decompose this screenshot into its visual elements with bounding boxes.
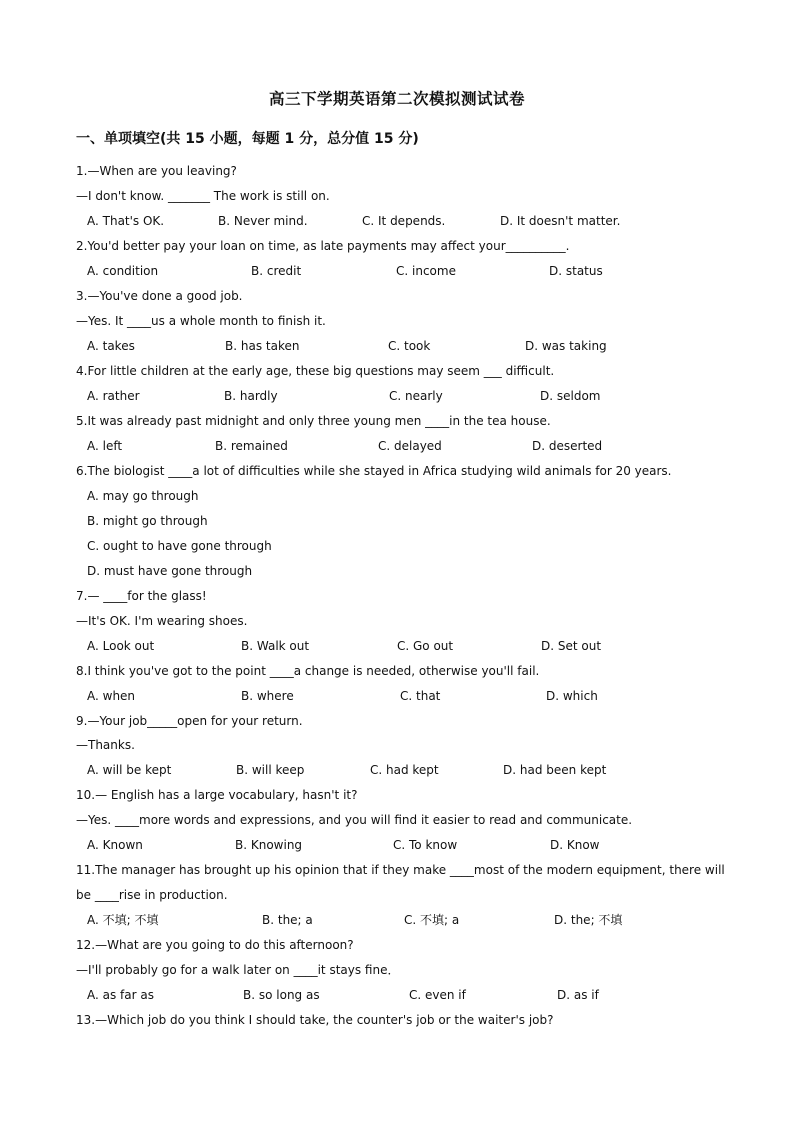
question-12-option-b: B. so long as — [243, 988, 320, 1002]
question-12-stem: 12.—What are you going to do this afternoon? — [76, 938, 354, 952]
page-title: 高三下学期英语第二次模拟测试试卷 — [268, 90, 525, 108]
question-1-stem: 1.—When are you leaving? — [76, 164, 237, 178]
question-12-option-d: D. as if — [557, 988, 599, 1002]
question-1-option-b: B. Never mind. — [218, 214, 308, 228]
question-9-stem-line2: —Thanks. — [76, 738, 135, 752]
question-1-option-c: C. It depends. — [362, 214, 446, 228]
question-1-option-d: D. It doesn't matter. — [500, 214, 621, 228]
question-12-option-c: C. even if — [409, 988, 466, 1002]
question-12-stem-line2: —I'll probably go for a walk later on ____it stays fine． — [76, 963, 400, 977]
question-3-stem: 3.—You've done a good job. — [76, 289, 243, 303]
question-9-stem: 9.—Your job_____open for your return. — [76, 714, 303, 728]
question-3-option-d: D. was taking — [525, 339, 607, 353]
question-4-option-b: B. hardly — [224, 389, 278, 403]
question-6-option-c: C. ought to have gone through — [87, 539, 272, 553]
question-10-option-d: D. Know — [550, 838, 600, 852]
question-8-option-a: A. when — [87, 689, 136, 703]
question-7-option-b: B. Walk out — [241, 639, 310, 653]
question-4-option-c: C. nearly — [389, 389, 443, 403]
question-10-option-b: B. Knowing — [235, 838, 303, 852]
question-8-option-d: D. which — [546, 689, 598, 703]
question-13-stem: 13.—Which job do you think I should take, the counter's job or the waiter's job? — [76, 1013, 554, 1027]
question-2-option-a: A. condition — [87, 264, 159, 278]
question-4-stem: 4.For little children at the early age, these big questions may seem ___ difficult. — [76, 364, 555, 378]
question-5-option-d: D. deserted — [532, 439, 603, 453]
question-3-option-b: B. has taken — [225, 339, 300, 353]
question-4-option-a: A. rather — [87, 389, 140, 403]
question-8-stem: 8.I think you've got to the point ____a change is needed, otherwise you'll fail. — [76, 664, 540, 678]
question-5-stem: 5.It was already past midnight and only three young men ____in the tea house. — [76, 414, 551, 428]
question-3-option-a: A. takes — [87, 339, 135, 353]
question-7-stem-line2: —It's OK. I'm wearing shoes. — [76, 614, 248, 628]
question-4-option-d: D. seldom — [540, 389, 601, 403]
question-6-option-a: A. may go through — [87, 489, 199, 503]
question-10-option-c: C. To know — [393, 838, 458, 852]
question-10-option-a: A. Known — [87, 838, 143, 852]
question-2-option-d: D. status — [549, 264, 603, 278]
question-11-stem-line2: be ____rise in production. — [76, 888, 228, 902]
question-10-stem-line2: —Yes. ____more words and expressions, and you will find it easier to read and communicate. — [76, 813, 633, 827]
question-7-stem: 7.— ____for the glass! — [76, 589, 207, 603]
question-5-option-b: B. remained — [215, 439, 288, 453]
question-3-stem-line2: —Yes. It ____us a whole month to finish it. — [76, 314, 326, 328]
question-9-option-a: A. will be kept — [87, 763, 172, 777]
question-9-option-c: C. had kept — [370, 763, 439, 777]
question-11-option-b: B. the; a — [262, 913, 313, 927]
question-10-stem: 10.— English has a large vocabulary, hasn't it? — [76, 788, 358, 802]
section-heading: 一、单项填空(共 15 小题，每题 1 分，总分值 15 分) — [76, 131, 419, 147]
question-1-stem-line2: —I don't know. _______ The work is still on. — [76, 189, 330, 203]
question-11-option-c: C. 不填; a — [404, 913, 460, 927]
question-11-option-a: A. 不填; 不填 — [87, 913, 159, 927]
question-6-stem: 6.The biologist ____a lot of difficulties while she stayed in Africa studying wild animals for 20 years. — [76, 464, 672, 478]
question-12-option-a: A. as far as — [87, 988, 154, 1002]
question-7-option-d: D. Set out — [541, 639, 602, 653]
question-5-option-c: C. delayed — [378, 439, 442, 453]
question-7-option-c: C. Go out — [397, 639, 454, 653]
question-5-option-a: A. left — [87, 439, 123, 453]
question-9-option-d: D. had been kept — [503, 763, 607, 777]
question-3-option-c: C. took — [388, 339, 431, 353]
question-11-stem: 11.The manager has brought up his opinion that if they make ____most of the modern equipment, there will — [76, 863, 725, 877]
question-8-option-b: B. where — [241, 689, 294, 703]
question-7-option-a: A. Look out — [87, 639, 155, 653]
question-11-option-d: D. the; 不填 — [554, 913, 623, 927]
question-8-option-c: C. that — [400, 689, 441, 703]
question-9-option-b: B. will keep — [236, 763, 305, 777]
question-2-stem: 2.You'd better pay your loan on time, as late payments may affect your__________. — [76, 239, 570, 253]
question-2-option-c: C. income — [396, 264, 456, 278]
question-1-option-a: A. That's OK. — [87, 214, 165, 228]
question-6-option-b: B. might go through — [87, 514, 208, 528]
question-6-option-d: D. must have gone through — [87, 564, 253, 578]
question-2-option-b: B. credit — [251, 264, 302, 278]
